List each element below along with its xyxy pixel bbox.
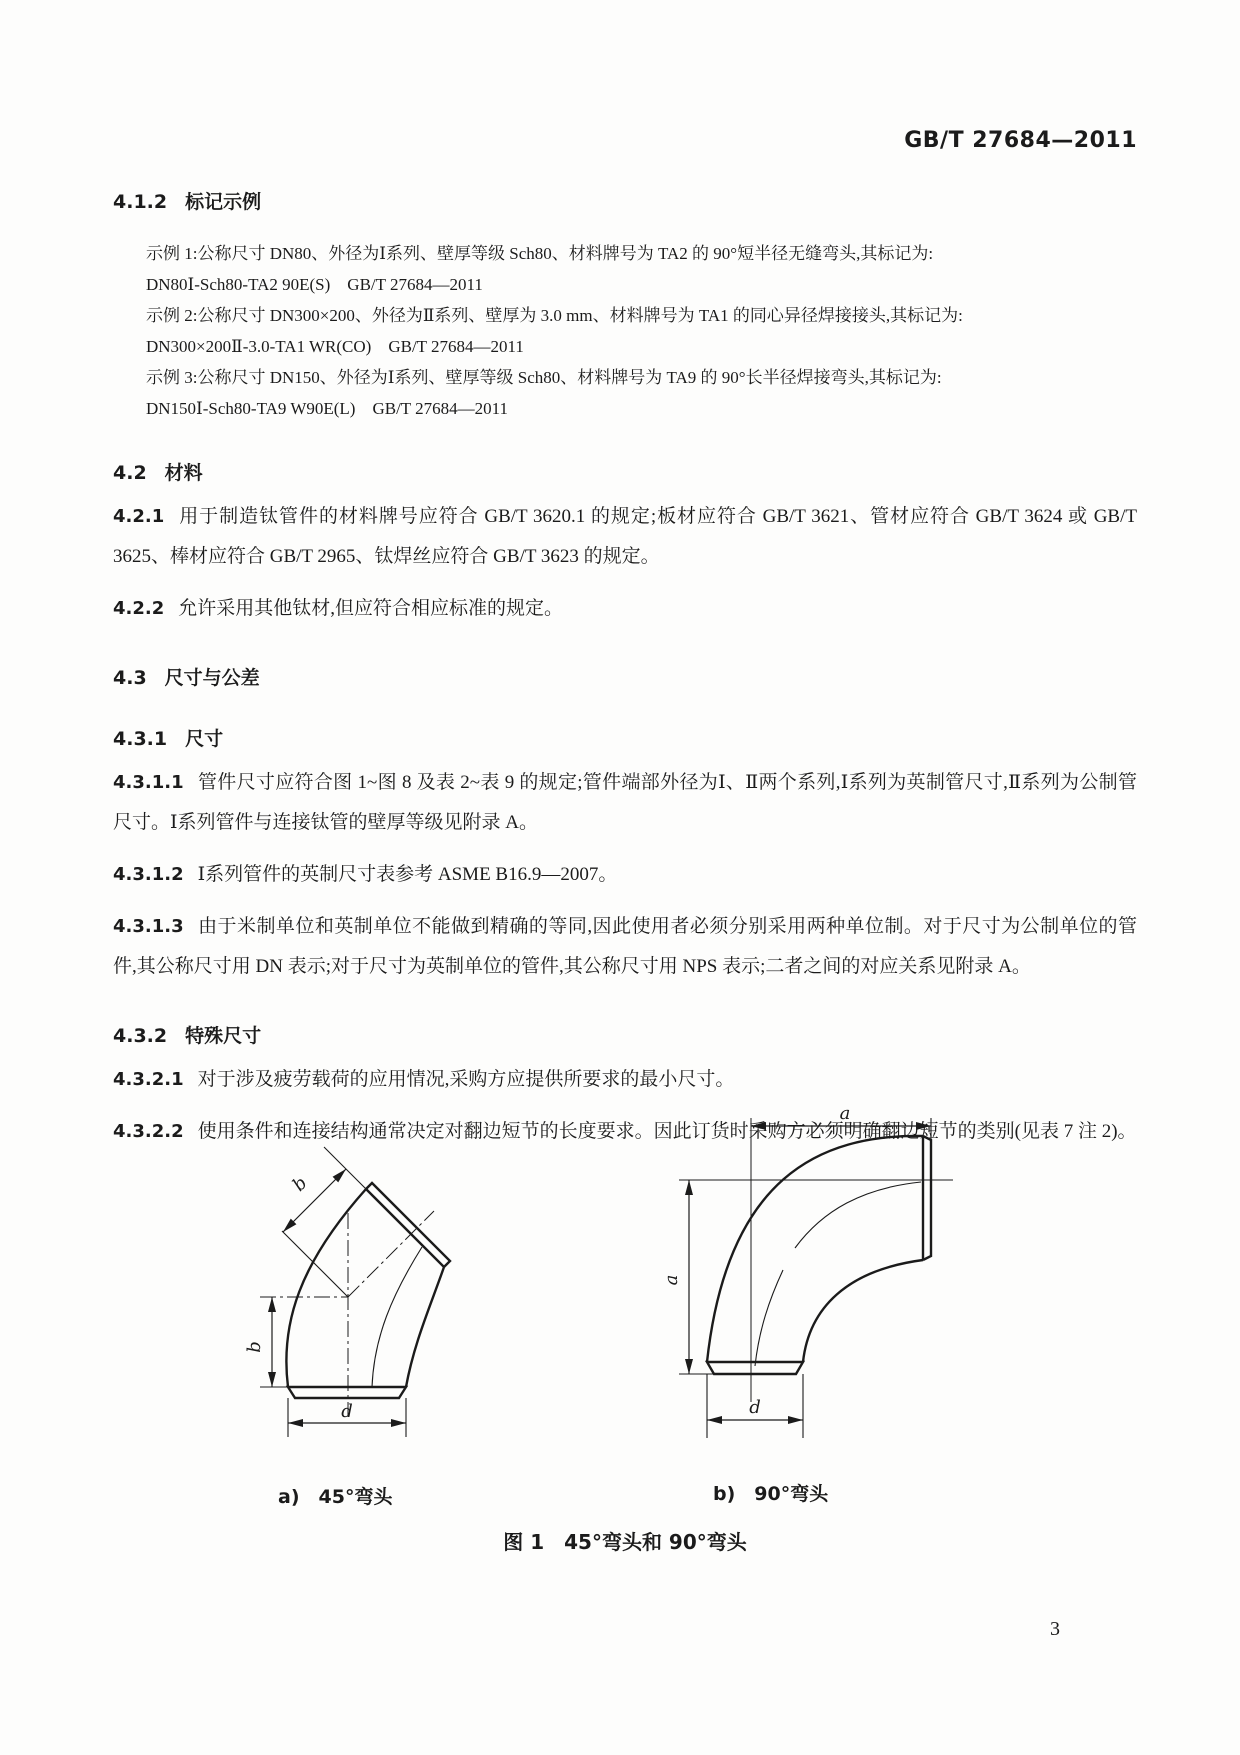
clause-number: 4.2 xyxy=(113,462,147,484)
paragraph-text: 管件尺寸应符合图 1~图 8 及表 2~表 9 的规定;管件端部外径为Ⅰ、Ⅱ两个系列,Ⅰ系列为英制管尺寸,Ⅱ系列为公制管尺寸。Ⅰ系列管件与连接钛管的壁厚等级见附录 A。 xyxy=(113,772,1137,833)
clause-number: 4.3 xyxy=(113,667,147,689)
clause-number: 4.3.2.2 xyxy=(113,1121,184,1142)
paragraph-text: 对于涉及疲劳载荷的应用情况,采购方应提供所要求的最小尺寸。 xyxy=(197,1069,735,1090)
paragraph-4-2-1 xyxy=(113,497,1137,577)
paragraph-text: 使用条件和连接结构通常决定对翻边短节的长度要求。因此订货时采购方必须明确翻边短节的类别(见表 7 注 2)。 xyxy=(197,1121,1137,1142)
clause-number: 4.3.1.2 xyxy=(113,864,184,885)
clause-title: 特殊尺寸 xyxy=(185,1025,262,1047)
example-3-designation: DN150Ⅰ-Sch80-TA9 W90E(L) GB/T 27684—2011 xyxy=(146,399,509,418)
clause-number: 4.3.2 xyxy=(113,1025,168,1047)
example-3-description: 示例 3:公称尺寸 DN150、外径为Ⅰ系列、壁厚等级 Sch80、材料牌号为 TA9 的 90°长半径焊接弯头,其标记为: xyxy=(146,368,942,387)
paragraph-4-2-2 xyxy=(113,589,1137,629)
example-2-designation: DN300×200Ⅱ-3.0-TA1 WR(CO) GB/T 27684—2011 xyxy=(146,337,524,356)
marking-examples-block xyxy=(146,238,1137,424)
example-1-designation: DN80Ⅰ-Sch80-TA2 90E(S) GB/T 27684—2011 xyxy=(146,275,483,294)
dim-label-d-right: d xyxy=(749,1397,761,1418)
paragraph-text: 用于制造钛管件的材料牌号应符合 GB/T 3620.1 的规定;板材应符合 GB/T 3621、管材应符合 GB/T 3624 或 GB/T 3625、棒材应符合 GB/T 2965、钛焊丝应符合 GB/T 3623 的规定。 xyxy=(113,506,1137,567)
heading-4-3 xyxy=(113,663,1137,690)
example-1-description: 示例 1:公称尺寸 DN80、外径为Ⅰ系列、壁厚等级 Sch80、材料牌号为 TA2 的 90°短半径无缝弯头,其标记为: xyxy=(146,244,934,263)
page-number: 3 xyxy=(1050,1618,1060,1640)
elbow-90-diagram xyxy=(623,1030,963,1460)
paragraph-text: 允许采用其他钛材,但应符合相应标准的规定。 xyxy=(178,598,564,619)
clause-number: 4.3.1 xyxy=(113,728,168,750)
clause-number: 4.2.2 xyxy=(113,598,165,619)
heading-4-3-1 xyxy=(113,724,1137,751)
paragraph-text: 由于米制单位和英制单位不能做到精确的等同,因此使用者必须分别采用两种单位制。对于尺寸为公制单位的管件,其公称尺寸用 DN 表示;对于尺寸为英制单位的管件,其公称尺寸用 NPS 表示;二者之间的对应关系见附录 A。 xyxy=(113,916,1137,977)
heading-4-2 xyxy=(113,458,1137,485)
clause-number: 4.1.2 xyxy=(113,191,168,213)
clause-title: 标记示例 xyxy=(185,191,262,213)
figure-caption-a: a) 45°弯头 xyxy=(278,1486,393,1508)
dim-label-d-left: d xyxy=(341,1401,353,1422)
figure-title: 图 1 45°弯头和 90°弯头 xyxy=(503,1530,747,1554)
clause-number: 4.3.1.1 xyxy=(113,772,184,793)
dim-label-a-top: a xyxy=(839,1103,851,1124)
clause-number: 4.3.1.3 xyxy=(113,916,184,937)
dim-label-b-side: b xyxy=(244,1341,265,1353)
paragraph-4-3-1-3 xyxy=(113,907,1137,987)
clause-number: 4.2.1 xyxy=(113,506,165,527)
clause-title: 尺寸 xyxy=(185,728,224,750)
heading-4-1-2 xyxy=(113,187,1137,214)
example-2-description: 示例 2:公称尺寸 DN300×200、外径为Ⅱ系列、壁厚为 3.0 mm、材料牌号为 TA1 的同心异径焊接接头,其标记为: xyxy=(146,306,963,325)
dim-label-b-slant: b xyxy=(288,1172,312,1196)
figure-caption-b: b) 90°弯头 xyxy=(713,1483,829,1505)
clause-title: 材料 xyxy=(164,462,203,484)
paragraph-4-3-1-2 xyxy=(113,855,1137,895)
paragraph-4-3-1-1 xyxy=(113,763,1137,843)
doc-code-header: GB/T 27684—2011 xyxy=(904,128,1137,153)
elbow-45-diagram xyxy=(208,1085,508,1450)
document-page xyxy=(113,0,1137,1755)
figure-1 xyxy=(113,1030,1137,1590)
dim-label-a-side: a xyxy=(661,1274,682,1286)
paragraph-text: Ⅰ系列管件的英制尺寸表参考 ASME B16.9—2007。 xyxy=(197,864,618,885)
clause-number: 4.3.2.1 xyxy=(113,1069,184,1090)
clause-title: 尺寸与公差 xyxy=(164,667,260,689)
